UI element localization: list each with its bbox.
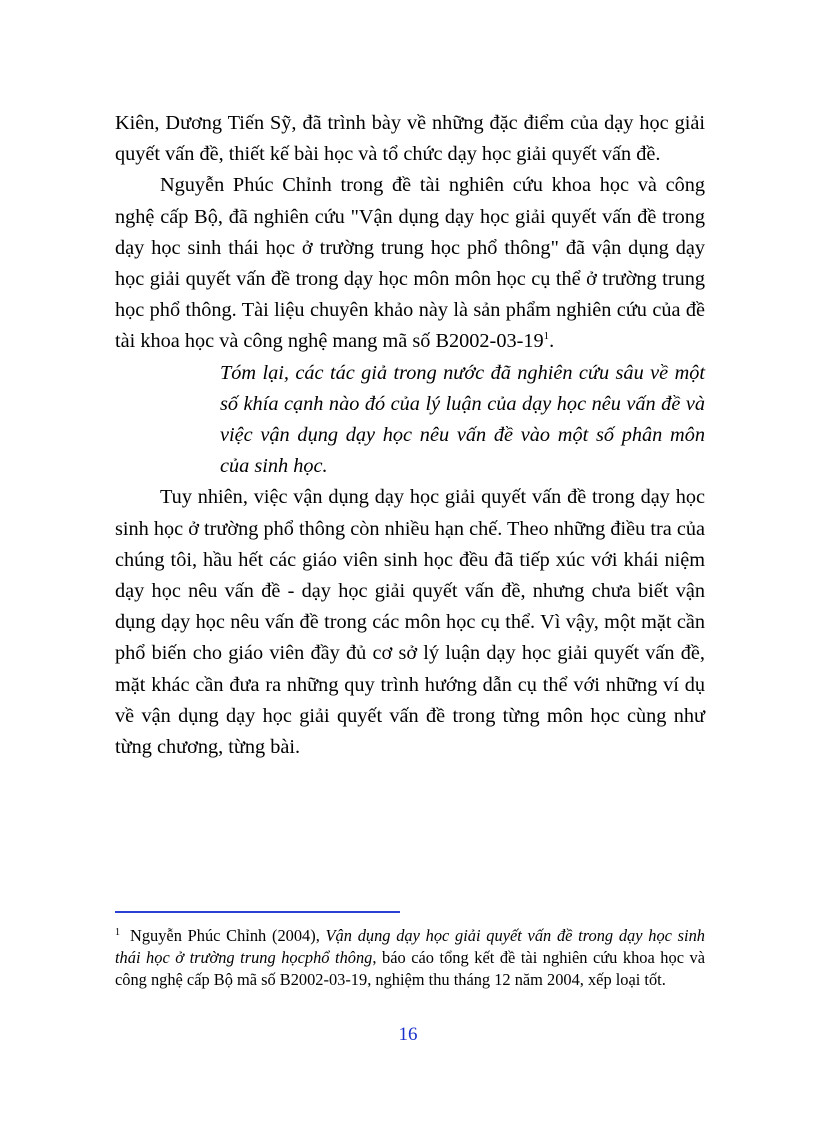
footnote-author: Nguyễn Phúc Chỉnh (2004), [130, 926, 326, 945]
paragraph-3: Tuy nhiên, việc vận dụng dạy học giải quyết vấn đề trong dạy học sinh học ở trường phổ thông còn nhiều hạn chế. Theo những điều tra của chúng tôi, hầu hết các giáo viên sinh học đều đã tiếp xúc với khái niệm dạy học nêu vấn đề - dạy học giải quyết vấn đề, nhưng chưa biết vận dụng dạy học nêu vấn đề trong các môn học cụ thể. Vì vậy, một mặt cần phổ biến cho giáo viên đầy đủ cơ sở lý luận dạy học giải quyết vấn đề, mặt khác cần đưa ra những quy trình hướng dẫn cụ thể với những ví dụ về vận dụng dạy học giải quyết vấn đề trong từng môn học cùng như từng chương, từng bài. [115, 486, 705, 759]
paragraph-2-end: . [549, 330, 555, 353]
footnote-separator [115, 911, 400, 913]
footnote-rest: , báo cáo tổng kết đề tài nghiên cứu khoa học và công nghệ cấp Bộ mã số B2002-03-19, nghiệm thu tháng 12 năm 2004, xếp loại tốt. [115, 948, 705, 989]
paragraph-2 [115, 170, 705, 357]
footnote-title: Vận dụng dạy học giải quyết vấn đề trong dạy học sinh thái học ở trường trung họcphổ thông [115, 926, 705, 967]
footnote-number: 1 [115, 926, 120, 938]
paragraph-2-text: Nguyễn Phúc Chỉnh trong đề tài nghiên cứu khoa học và công nghệ cấp Bộ, đã nghiên cứu "Vận dụng dạy học giải quyết vấn đề trong dạy học sinh thái học ở trường trung học phổ thông" đã vận dụng dạy học giải quyết vấn đề trong dạy học môn môn học cụ thể ở trường trung học phổ thông. Tài liệu chuyên khảo này là sản phẩm nghiên cứu của đề tài khoa học và công nghệ mang mã số B2002-03-19 [115, 174, 705, 353]
page-number: 16 [398, 1024, 418, 1045]
page-body [115, 108, 705, 763]
summary-quote: Tóm lại, các tác giả trong nước đã nghiên cứu sâu về một số khía cạnh nào đó của lý luận của dạy học nêu vấn đề và việc vận dụng dạy học nêu vấn đề vào một số phân môn của sinh học. [220, 361, 705, 478]
paragraph-1: Kiên, Dương Tiến Sỹ, đã trình bày về những đặc điểm của dạy học giải quyết vấn đề, thiết kế bài học và tổ chức dạy học giải quyết vấn đề. [115, 112, 705, 166]
footnote-ref[interactable]: 1 [543, 330, 550, 343]
footnote [115, 925, 705, 991]
